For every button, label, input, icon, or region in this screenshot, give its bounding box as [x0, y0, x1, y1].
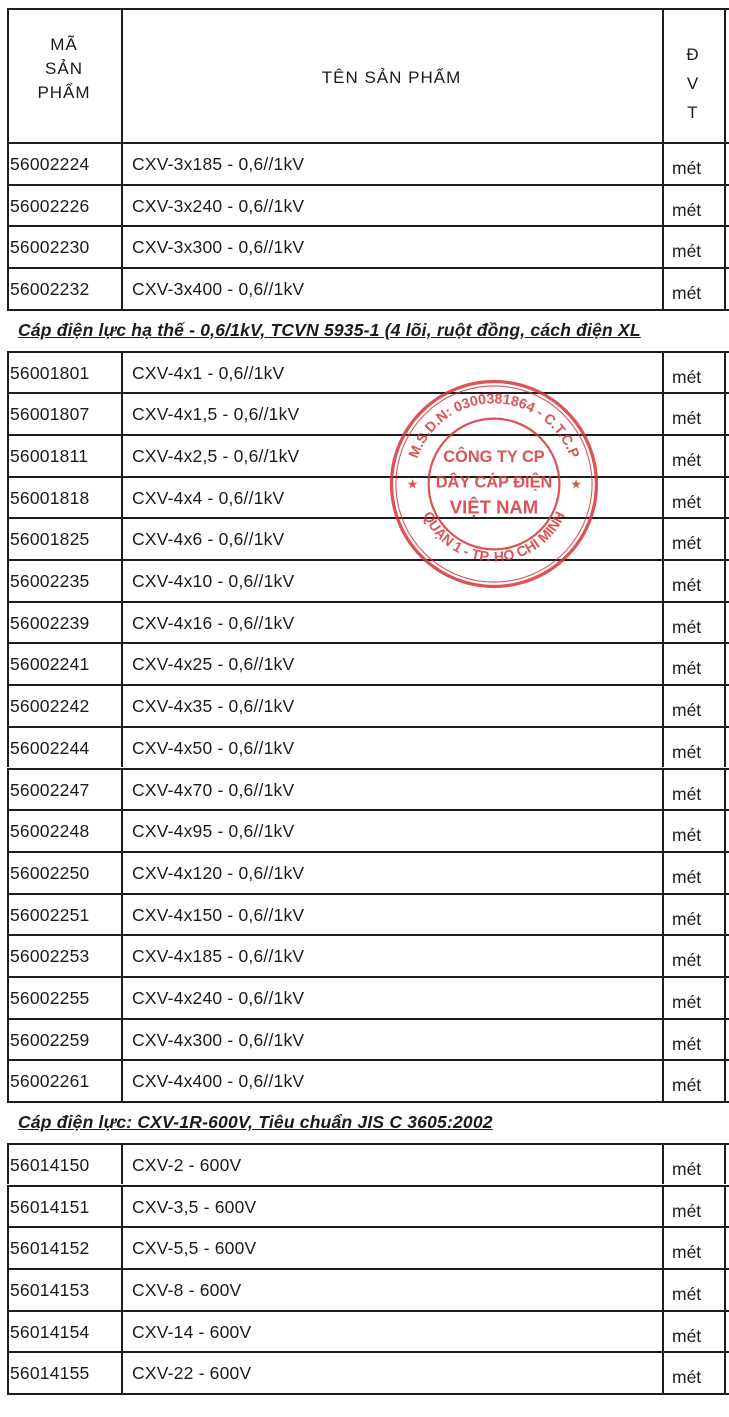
column-rule [724, 1351, 726, 1393]
column-rule [724, 1018, 726, 1060]
product-code: 56002226 [10, 195, 90, 216]
table-rule [7, 1101, 729, 1103]
product-name: CXV-4x300 - 0,6//1kV [132, 1029, 305, 1050]
column-rule [7, 225, 9, 267]
table-rule [7, 351, 729, 353]
product-code: 56014153 [10, 1279, 90, 1300]
column-rule [724, 267, 726, 309]
product-name: CXV-4x4 - 0,6//1kV [132, 487, 285, 508]
column-rule [7, 976, 9, 1018]
column-rule [662, 351, 664, 393]
column-rule [7, 1185, 9, 1227]
column-rule [7, 1268, 9, 1310]
column-rule [121, 684, 123, 726]
column-rule [724, 184, 726, 226]
product-name: CXV-4x70 - 0,6//1kV [132, 779, 295, 800]
product-name: CXV-4x10 - 0,6//1kV [132, 571, 295, 591]
column-rule [7, 809, 9, 851]
table-rule [7, 225, 729, 227]
header-code-line: SẢN [45, 59, 83, 78]
product-code: 56014150 [10, 1154, 90, 1175]
column-rule [662, 684, 664, 726]
header-product-name: TÊN SẢN PHẨM [321, 68, 462, 87]
product-name: CXV-4x6 - 0,6//1kV [132, 529, 285, 550]
column-rule [662, 809, 664, 851]
column-rule [724, 809, 726, 851]
column-rule [7, 184, 9, 226]
unit-of-measure: mét [672, 1033, 702, 1054]
product-name: CXV-4x150 - 0,6//1kV [132, 904, 305, 925]
column-rule [121, 934, 123, 976]
unit-of-measure: mét [672, 658, 702, 679]
column-rule [7, 726, 9, 768]
unit-of-measure: mét [672, 408, 702, 429]
table-rule [7, 434, 729, 436]
svg-text:QUẬN 1 - TP. HỒ CHÍ MINH: QUẬN 1 - TP. HỒ CHÍ MINH [419, 509, 569, 566]
column-rule [662, 1351, 664, 1393]
column-rule [7, 267, 9, 309]
product-code: 56001811 [10, 445, 89, 466]
table-rule [7, 1143, 729, 1145]
column-rule [662, 434, 664, 476]
header-code-line: PHẨM [37, 83, 91, 102]
table-rule [7, 851, 729, 853]
product-code: 56002230 [10, 237, 90, 258]
svg-text:CÔNG TY CP: CÔNG TY CP [443, 448, 545, 467]
product-code: 56014151 [10, 1196, 90, 1217]
product-code: 56001825 [10, 529, 90, 550]
header-code-line: MÃ [50, 35, 78, 54]
column-rule [724, 934, 726, 976]
column-rule [724, 642, 726, 684]
column-rule [7, 351, 9, 393]
column-rule [724, 8, 726, 142]
column-rule [121, 559, 123, 601]
column-rule [7, 142, 9, 184]
unit-of-measure: mét [672, 783, 702, 804]
product-code: 56002251 [10, 904, 90, 925]
product-name: CXV-4x120 - 0,6//1kV [132, 862, 305, 883]
column-rule [724, 434, 726, 476]
table-rule [7, 893, 729, 895]
product-name: CXV-4x16 - 0,6//1kV [132, 612, 295, 633]
column-rule [121, 1226, 123, 1268]
column-rule [7, 1351, 9, 1393]
table-rule [7, 392, 729, 394]
column-rule [724, 1143, 726, 1185]
product-code: 56002255 [10, 988, 90, 1008]
column-rule [121, 267, 123, 309]
column-rule [662, 392, 664, 434]
company-stamp [385, 375, 603, 593]
column-rule [7, 893, 9, 935]
column-rule [7, 392, 9, 434]
svg-text:DÂY CÁP ĐIỆN: DÂY CÁP ĐIỆN [435, 473, 553, 492]
table-rule [7, 1185, 729, 1187]
product-code: 56002253 [10, 946, 90, 967]
unit-of-measure: mét [672, 283, 702, 304]
table-rule [7, 309, 729, 311]
column-rule [7, 517, 9, 559]
product-name: CXV-22 - 600V [132, 1363, 252, 1384]
table-rule [7, 1393, 729, 1395]
column-rule [724, 893, 726, 935]
product-name: CXV-3x185 - 0,6//1kV [132, 154, 305, 174]
table-rule [7, 642, 729, 644]
column-rule [121, 1185, 123, 1227]
column-rule [662, 601, 664, 643]
product-code: 56001807 [10, 404, 90, 425]
column-rule [724, 351, 726, 393]
column-rule [121, 1351, 123, 1393]
column-rule [724, 684, 726, 726]
table-rule [7, 809, 729, 811]
column-rule [662, 476, 664, 518]
column-rule [121, 642, 123, 684]
table-rule [7, 976, 729, 978]
column-rule [7, 1018, 9, 1060]
unit-of-measure: mét [672, 1200, 702, 1221]
column-rule [121, 1268, 123, 1310]
unit-of-measure: mét [672, 908, 702, 929]
product-name: CXV-4x185 - 0,6//1kV [132, 946, 305, 967]
column-rule [7, 601, 9, 643]
column-rule [7, 851, 9, 893]
column-rule [724, 1226, 726, 1268]
svg-text:★: ★ [406, 476, 419, 492]
column-rule [121, 1059, 123, 1101]
column-rule [7, 476, 9, 518]
column-rule [662, 1268, 664, 1310]
column-rule [662, 184, 664, 226]
table-rule [7, 142, 729, 144]
table-rule [7, 726, 729, 728]
product-code: 56002244 [10, 737, 90, 758]
column-rule [662, 851, 664, 893]
table-rule [7, 601, 729, 603]
column-rule [7, 684, 9, 726]
column-rule [724, 1185, 726, 1227]
column-rule [121, 893, 123, 935]
column-rule [121, 476, 123, 518]
table-rule [7, 1351, 729, 1353]
column-rule [662, 726, 664, 768]
product-name: CXV-4x35 - 0,6//1kV [132, 696, 295, 717]
product-code: 56014155 [10, 1363, 90, 1384]
product-code: 56002242 [10, 696, 90, 717]
column-rule [724, 1310, 726, 1352]
unit-of-measure: mét [672, 950, 702, 971]
svg-text:VIỆT NAM: VIỆT NAM [449, 496, 539, 518]
column-rule [121, 434, 123, 476]
product-code: 56001801 [10, 362, 90, 383]
unit-of-measure: mét [672, 449, 702, 470]
product-name: CXV-4x1,5 - 0,6//1kV [132, 404, 300, 425]
column-rule [662, 976, 664, 1018]
unit-of-measure: mét [672, 1283, 702, 1304]
product-name: CXV-14 - 600V [132, 1321, 252, 1342]
table-rule [7, 934, 729, 936]
header-unit-line: Đ [686, 45, 700, 64]
product-name: CXV-4x2,5 - 0,6//1kV [132, 445, 300, 466]
product-name: CXV-4x400 - 0,6//1kV [132, 1071, 305, 1092]
column-rule [7, 1310, 9, 1352]
column-rule [121, 809, 123, 851]
table-rule [7, 684, 729, 686]
product-code: 56002261 [10, 1071, 90, 1092]
table-rule [7, 768, 729, 770]
product-code: 56002239 [10, 612, 90, 633]
column-rule [662, 893, 664, 935]
unit-of-measure: mét [672, 575, 702, 595]
column-rule [121, 142, 123, 184]
product-code: 56002248 [10, 821, 90, 842]
unit-of-measure: mét [672, 366, 702, 387]
column-rule [662, 934, 664, 976]
column-rule [121, 392, 123, 434]
product-code: 56002235 [10, 571, 90, 591]
column-rule [724, 851, 726, 893]
column-rule [7, 434, 9, 476]
column-rule [662, 1143, 664, 1185]
column-rule [662, 768, 664, 810]
table-rule [7, 476, 729, 478]
unit-of-measure: mét [672, 1075, 702, 1096]
header-unit [662, 40, 724, 127]
product-name: CXV-3x300 - 0,6//1kV [132, 237, 305, 258]
product-code: 56014152 [10, 1238, 90, 1259]
table-rule [7, 1059, 729, 1061]
header-product-code [7, 33, 121, 105]
column-rule [662, 267, 664, 309]
column-rule [7, 642, 9, 684]
unit-of-measure: mét [672, 533, 702, 554]
column-rule [7, 934, 9, 976]
table-rule [7, 184, 729, 186]
column-rule [121, 601, 123, 643]
unit-of-measure: mét [672, 741, 702, 762]
column-rule [662, 1226, 664, 1268]
column-rule [662, 642, 664, 684]
table-rule [7, 267, 729, 269]
svg-text:M.S.D.N: 0300381864 - C.T.C.P: M.S.D.N: 0300381864 - C.T.C.P [405, 391, 583, 461]
column-rule [662, 225, 664, 267]
unit-of-measure: mét [672, 825, 702, 846]
product-name: CXV-4x25 - 0,6//1kV [132, 654, 295, 675]
svg-text:★: ★ [570, 476, 583, 492]
column-rule [724, 726, 726, 768]
column-rule [121, 726, 123, 768]
product-name: CXV-5,5 - 600V [132, 1238, 257, 1259]
column-rule [121, 1018, 123, 1060]
unit-of-measure: mét [672, 1242, 702, 1263]
column-rule [662, 1018, 664, 1060]
table-rule [7, 559, 729, 561]
table-rule [7, 1268, 729, 1270]
product-code: 56002232 [10, 279, 90, 300]
product-code: 56002241 [10, 654, 90, 675]
column-rule [662, 1185, 664, 1227]
column-rule [724, 517, 726, 559]
unit-of-measure: mét [672, 700, 702, 721]
product-name: CXV-3x400 - 0,6//1kV [132, 279, 305, 300]
unit-of-measure: mét [672, 1158, 702, 1179]
product-code: 56001818 [10, 487, 90, 508]
table-rule [7, 1018, 729, 1020]
unit-of-measure: mét [672, 1325, 702, 1346]
column-rule [724, 392, 726, 434]
column-rule [724, 225, 726, 267]
column-rule [121, 225, 123, 267]
product-code: 56002224 [10, 154, 90, 174]
section-heading: Cáp điện lực hạ thế - 0,6/1kV, TCVN 5935-1 (4 lõi, ruột đồng, cách điện XL [18, 319, 641, 340]
column-rule [662, 1059, 664, 1101]
column-rule [724, 1268, 726, 1310]
column-rule [724, 601, 726, 643]
column-rule [724, 559, 726, 601]
product-name: CXV-2 - 600V [132, 1154, 242, 1175]
product-name: CXV-4x1 - 0,6//1kV [132, 362, 285, 383]
column-rule [724, 768, 726, 810]
column-rule [724, 976, 726, 1018]
column-rule [724, 1059, 726, 1101]
column-rule [121, 351, 123, 393]
column-rule [7, 1226, 9, 1268]
product-name: CXV-4x50 - 0,6//1kV [132, 737, 295, 758]
column-rule [7, 1059, 9, 1101]
unit-of-measure: mét [672, 992, 702, 1012]
product-code: 56014154 [10, 1321, 90, 1342]
product-name: CXV-4x95 - 0,6//1kV [132, 821, 295, 842]
column-rule [662, 1310, 664, 1352]
column-rule [121, 768, 123, 810]
product-name: CXV-3x240 - 0,6//1kV [132, 195, 305, 216]
column-rule [121, 1310, 123, 1352]
unit-of-measure: mét [672, 199, 702, 220]
unit-of-measure: mét [672, 1367, 702, 1388]
section-heading: Cáp điện lực: CXV-1R-600V, Tiêu chuẩn JIS C 3605:2002 [18, 1112, 493, 1133]
column-rule [121, 976, 123, 1018]
unit-of-measure: mét [672, 616, 702, 637]
column-rule [7, 768, 9, 810]
table-rule [7, 1310, 729, 1312]
unit-of-measure: mét [672, 158, 702, 178]
column-rule [7, 559, 9, 601]
product-name: CXV-4x240 - 0,6//1kV [132, 988, 305, 1008]
column-rule [121, 1143, 123, 1185]
product-code: 56002259 [10, 1029, 90, 1050]
column-rule [121, 851, 123, 893]
product-name: CXV-3,5 - 600V [132, 1196, 257, 1217]
header-unit-line: V [686, 74, 700, 93]
product-code: 56002247 [10, 779, 90, 800]
product-code: 56002250 [10, 862, 90, 883]
column-rule [121, 517, 123, 559]
column-rule [724, 142, 726, 184]
product-name: CXV-8 - 600V [132, 1279, 242, 1300]
table-rule [7, 517, 729, 519]
column-rule [662, 517, 664, 559]
column-rule [724, 476, 726, 518]
unit-of-measure: mét [672, 241, 702, 262]
unit-of-measure: mét [672, 866, 702, 887]
column-rule [7, 1143, 9, 1185]
header-unit-line: T [687, 103, 699, 122]
column-rule [662, 559, 664, 601]
unit-of-measure: mét [672, 491, 702, 512]
column-rule [662, 142, 664, 184]
column-rule [121, 184, 123, 226]
table-rule [7, 1226, 729, 1228]
table-rule [7, 8, 729, 10]
